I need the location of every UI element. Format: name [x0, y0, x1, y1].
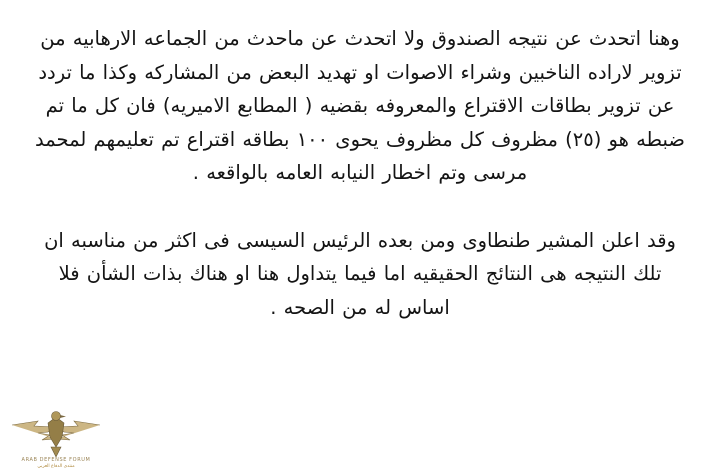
- watermark-arabic-line: منتدى الدفاع العربي: [37, 464, 75, 469]
- paragraph-1: وهنا اتحدث عن نتيجه الصندوق ولا اتحدث عن ماحدث من الجماعه الارهابيه من تزوير لاراده الناخبين وشراء الاصوات او تهديد البعض من المشاركه وكذا ما تردد عن تزوير بطاقات الاقتراع والمعروفه بقضيه ( المطابع الاميريه) فان كل ما تم ضبطه هو (٢٥) مظروف كل مظروف يحوى ١٠٠ بطاقه اقتراع تم تعليمهم لمحمد مرسى وتم اخطار النيابه العامه بالواقعه .: [34, 27, 685, 185]
- watermark-brand-line: ARAB DEFENSE FORUM: [21, 457, 91, 463]
- paragraph-2: وقد اعلن المشير طنطاوى ومن بعده الرئيس السيسى فى اكثر من مناسبه ان تلك النتيجه هى النتائج الحقيقيه اما فيما يتداول هنا او هناك بذات الشأن فلا اساس له من الصحه .: [44, 228, 676, 319]
